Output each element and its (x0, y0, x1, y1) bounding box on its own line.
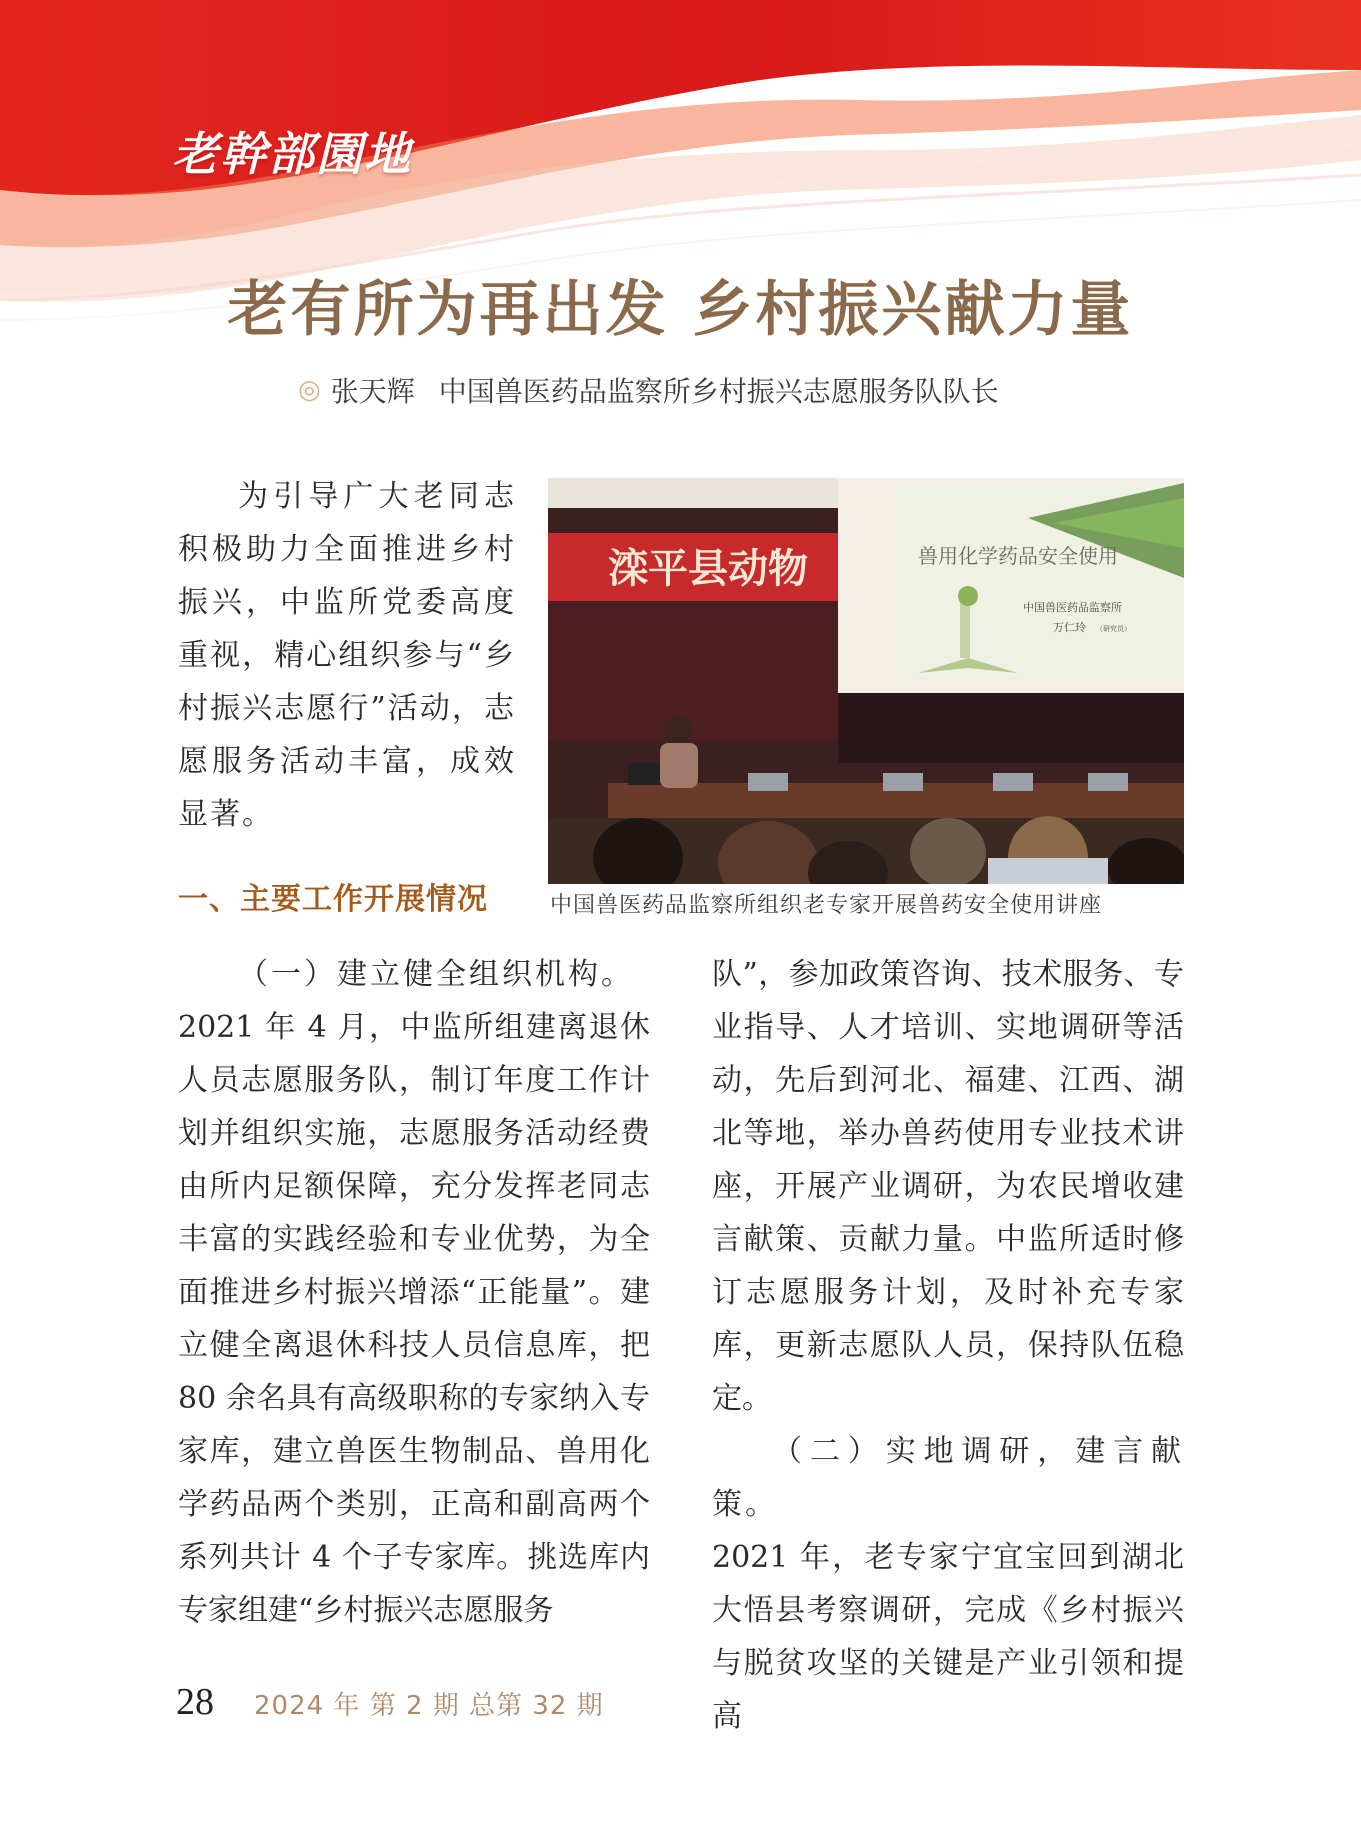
sub-heading-2: （二）实地调研，建言献策。 (712, 1434, 1184, 1522)
slide-name: 万仁玲 (1053, 621, 1086, 634)
sub-heading-1: （一）建立健全组织机构。 (238, 957, 634, 992)
right-body-paragraph-2: 2021 年，老专家宁宜宝回到湖北大悟县考察调研，完成《乡村振兴与脱贫攻坚的关键是产业引领和提高 (712, 1540, 1184, 1734)
column-name: 老幹部園地 (172, 127, 412, 181)
author-title: 中国兽医药品监察所乡村振兴志愿服务队队长 (438, 375, 999, 408)
venue-banner-text: 滦平县动物 (608, 546, 808, 592)
page-footer (176, 1680, 604, 1728)
section-heading: 一、主要工作开展情况 (178, 882, 488, 917)
issue-info: 2024 年 第 2 期 总第 32 期 (254, 1691, 604, 1721)
byline-mark-icon: ◎ (298, 375, 321, 405)
author-name: 张天辉 (330, 375, 415, 408)
right-column (712, 948, 1184, 1743)
speaker-head (664, 716, 692, 744)
right-body-paragraph-1: 队”，参加政策咨询、技术服务、专业指导、人才培训、实地调研等活动，先后到河北、福建、江西、湖北等地，举办兽药使用专业技术讲座，开展产业调研，为农民增收建言献策、贡献力量。中监所适时修订志愿服务计划，及时补充专家库，更新志愿队人员，保持队伍稳定。 (712, 957, 1184, 1416)
photo-caption: 中国兽医药品监察所组织老专家开展兽药安全使用讲座 (550, 893, 1103, 918)
left-body-paragraph: 2021 年 4 月，中监所组建离退休人员志愿服务队，制订年度工作计划并组织实施，志愿服务活动经费由所内足额保障，充分发挥老同志丰富的实践经验和专业优势，为全面推进乡村振兴增添“正能量”。建立健全离退休科技人员信息库，把 80 余名具有高级职称的专家纳入专家库，建立兽医生物制品、兽用化学药品两个类别，正高和副高两个系列共计 4 个子专家库。挑选库内专家组建“乡村振兴志愿服务 (178, 1010, 650, 1628)
slide-title: 兽用化学药品安全使用 (918, 544, 1118, 568)
byline (298, 370, 999, 410)
left-column (178, 948, 650, 1637)
page-number: 28 (176, 1681, 214, 1723)
intro-paragraph: 为引导广大老同志积极助力全面推进乡村振兴，中监所党委高度重视，精心组织参与“乡村振兴志愿行”活动，志愿服务活动丰富，成效显著。 (178, 479, 516, 832)
slide-note: （研究员） (1096, 625, 1131, 633)
slide-org: 中国兽医药品监察所 (1023, 601, 1122, 614)
lecture-photo-graphic (548, 478, 1184, 884)
lecture-photo (548, 478, 1184, 884)
article-title: 老有所为再出发 乡村振兴献力量 (227, 275, 1134, 345)
